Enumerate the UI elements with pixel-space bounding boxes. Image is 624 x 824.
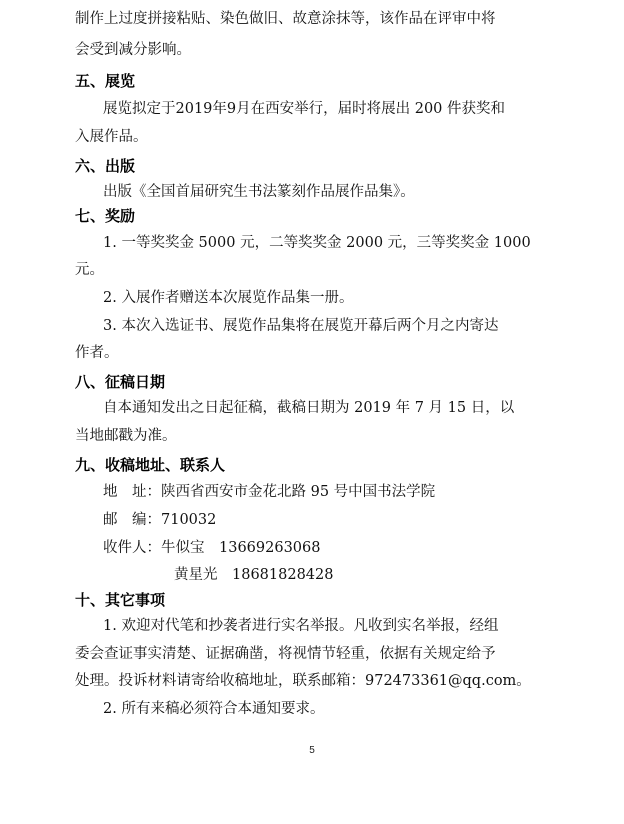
- other-item-1-line-3: 处理。投诉材料请寄给收稿地址，联系邮箱：972473361@qq.com。: [75, 673, 531, 689]
- publication-line-1: 出版《全国首届研究生书法篆刻作品展作品集》。: [103, 184, 415, 200]
- section-heading-deadline: 八、征稿日期: [75, 373, 166, 391]
- contact-recipient-1: 收件人：牛似宝 13669263068: [103, 540, 321, 556]
- other-item-1-line-1: 1. 欢迎对代笔和抄袭者进行实名举报。凡收到实名举报，经组: [103, 618, 499, 634]
- awards-item-2: 2. 入展作者赠送本次展览作品集一册。: [103, 290, 354, 306]
- other-item-2: 2. 所有来稿必须符合本通知要求。: [103, 701, 325, 717]
- section-heading-contact: 九、收稿地址、联系人: [75, 456, 226, 474]
- section-heading-exhibition: 五、展览: [75, 72, 136, 90]
- contact-address: 地 址：陕西省西安市金花北路 95 号中国书法学院: [103, 484, 436, 500]
- deadline-line-1: 自本通知发出之日起征稿，截稿日期为 2019 年 7 月 15 日，以: [103, 400, 515, 416]
- awards-item-1-line-2: 元。: [75, 262, 104, 278]
- other-item-1-line-2: 委会查证事实清楚、证据确凿，将视情节轻重，依据有关规定给予: [75, 646, 496, 662]
- section-heading-publication: 六、出版: [75, 157, 136, 175]
- awards-item-3-line-1: 3. 本次入选证书、展览作品集将在展览开幕后两个月之内寄达: [103, 318, 499, 334]
- intro-line-1: 制作上过度拼接粘贴、染色做旧、故意涂抹等，该作品在评审中将: [75, 11, 496, 27]
- section-heading-awards: 七、奖励: [75, 207, 136, 225]
- exhibition-line-1: 展览拟定于2019年9月在西安举行，届时将展出 200 件获奖和: [103, 101, 506, 117]
- contact-recipient-2: 黄星光 18681828428: [174, 567, 334, 583]
- awards-item-3-line-2: 作者。: [75, 345, 119, 361]
- contact-postcode: 邮 编：710032: [103, 512, 217, 528]
- intro-line-2: 会受到减分影响。: [75, 42, 191, 58]
- awards-item-1-line-1: 1. 一等奖奖金 5000 元，二等奖奖金 2000 元，三等奖奖金 1000: [103, 235, 531, 251]
- deadline-line-2: 当地邮戳为准。: [75, 428, 177, 444]
- page-number: 5: [309, 745, 315, 756]
- section-heading-other: 十、其它事项: [75, 591, 166, 609]
- exhibition-line-2: 入展作品。: [75, 129, 148, 145]
